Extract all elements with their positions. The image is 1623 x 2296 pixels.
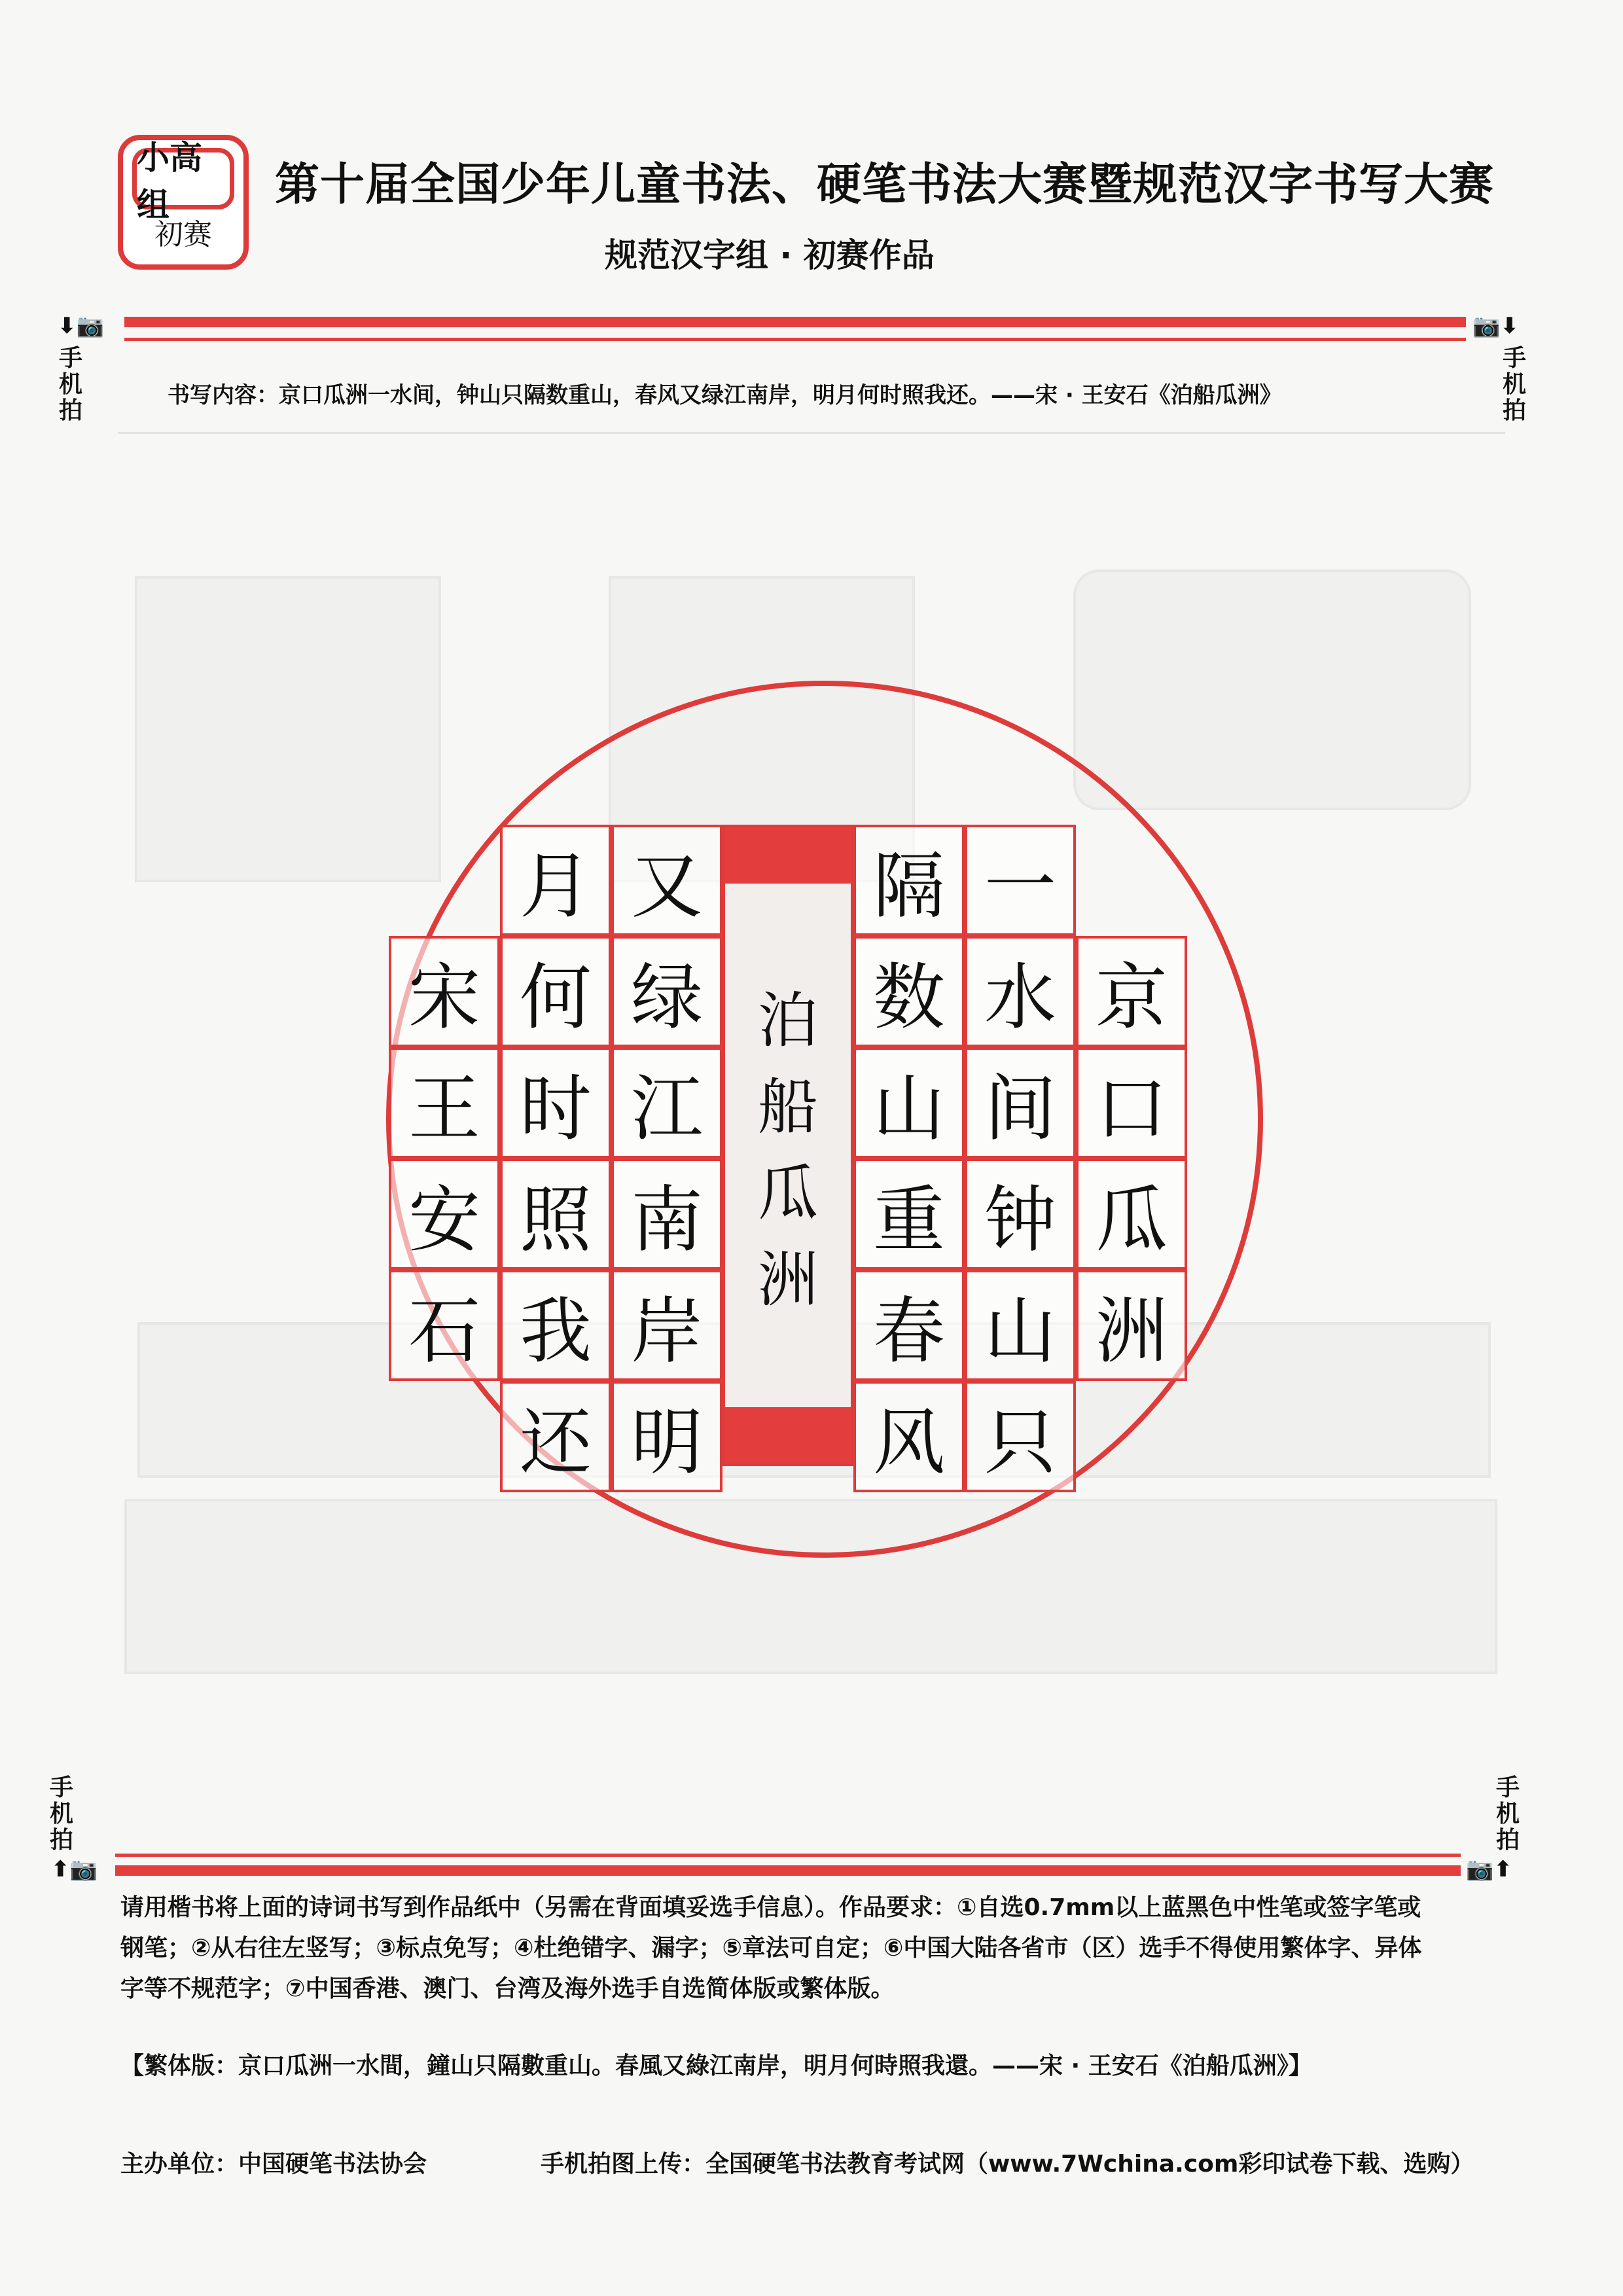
grid-cell: 王 bbox=[389, 1047, 500, 1158]
grid-cell: 山 bbox=[965, 1270, 1076, 1381]
grid-cell: 南 bbox=[611, 1158, 722, 1270]
host-organization: 主办单位：中国硬笔书法协会 bbox=[120, 2151, 427, 2178]
grid-cell: 风 bbox=[853, 1381, 965, 1492]
grid-cell: 月 bbox=[500, 825, 611, 936]
poem-title-char: 洲 bbox=[757, 1245, 818, 1315]
grid-cell: 间 bbox=[965, 1047, 1076, 1158]
side-label-top-right: 手机拍 bbox=[1502, 345, 1526, 424]
grid-cell: 我 bbox=[500, 1270, 611, 1381]
grid-cell: 时 bbox=[500, 1047, 611, 1158]
grid-cell: 重 bbox=[853, 1158, 965, 1270]
grid-cell: 还 bbox=[500, 1381, 611, 1492]
poem-title-char: 瓜 bbox=[757, 1158, 818, 1229]
side-label-top-left: 手机拍 bbox=[58, 345, 82, 424]
page-title: 第十届全国少年儿童书法、硬笔书法大赛暨规范汉字书写大赛 bbox=[275, 158, 1495, 211]
grid-cell: 明 bbox=[611, 1381, 722, 1492]
grid-cell: 照 bbox=[500, 1158, 611, 1270]
bleed-qr-left bbox=[135, 576, 441, 882]
camera-mark-bottom-right: 📷⬆ bbox=[1466, 1856, 1512, 1882]
grid-cell: 京 bbox=[1076, 936, 1187, 1047]
camera-mark-top-left: ⬇📷 bbox=[58, 313, 104, 339]
grid-cell: 岸 bbox=[611, 1270, 722, 1381]
grid-cell: 宋 bbox=[389, 936, 500, 1047]
grid-cell: 春 bbox=[853, 1270, 965, 1381]
grid-cell: 水 bbox=[965, 936, 1076, 1047]
bottom-red-bar-thin bbox=[115, 1854, 1461, 1857]
writing-content: 书写内容：京口瓜洲一水间，钟山只隔数重山，春风又绿江南岸，明月何时照我还。——宋 · 王安石《泊船瓜洲》 bbox=[168, 382, 1282, 408]
strip-top-ornament bbox=[725, 827, 851, 884]
grid-cell: 口 bbox=[1076, 1047, 1187, 1158]
grid-cell: 山 bbox=[853, 1047, 965, 1158]
top-red-bar-thin bbox=[124, 338, 1466, 341]
page-subtitle: 规范汉字组 · 初赛作品 bbox=[605, 236, 935, 274]
grid-cell: 一 bbox=[965, 825, 1076, 936]
bottom-red-bar-thick bbox=[115, 1865, 1461, 1876]
grid-cell: 江 bbox=[611, 1047, 722, 1158]
bleed-line bbox=[118, 432, 1505, 434]
side-label-bottom-left: 手机拍 bbox=[49, 1774, 73, 1854]
center-title-strip bbox=[722, 825, 853, 1466]
grid-cell: 何 bbox=[500, 936, 611, 1047]
grid-cell: 只 bbox=[965, 1381, 1076, 1492]
badge-group-label: 小高组 bbox=[132, 148, 234, 209]
instructions-text: 请用楷书将上面的诗词书写到作品纸中（另需在背面填妥选手信息）。作品要求：①自选0.7mm以上蓝黑色中性笔或签字笔或钢笔；②从右往左竖写；③标点免写；④杜绝错字、漏字；⑤章法可自定；⑥中国大陆各省市（区）选手不得使用繁体字、异体字等不规范字；⑦中国香港、澳门、台湾及海外选手自选简体版或繁体版。 bbox=[120, 1894, 1422, 2002]
grid-cell: 洲 bbox=[1076, 1270, 1187, 1381]
grid-cell: 瓜 bbox=[1076, 1158, 1187, 1270]
poem-title-char: 船 bbox=[757, 1072, 818, 1142]
upload-info: 手机拍图上传：全国硬笔书法教育考试网（www.7Wchina.com彩印试卷下载、选购） bbox=[541, 2151, 1474, 2178]
badge-round-label: 初赛 bbox=[154, 218, 212, 251]
poem-title bbox=[725, 978, 851, 1323]
bleed-card-right bbox=[1073, 569, 1471, 810]
grid-cell: 又 bbox=[611, 825, 722, 936]
poem-title-char: 泊 bbox=[757, 986, 818, 1056]
camera-mark-top-right: 📷⬇ bbox=[1472, 313, 1519, 339]
grid-cell: 绿 bbox=[611, 936, 722, 1047]
traditional-version-text: 【繁体版：京口瓜洲一水間，鐘山只隔數重山。春風又綠江南岸，明月何時照我還。——宋 · 王安石《泊船瓜洲》】 bbox=[120, 2053, 1312, 2079]
group-badge bbox=[118, 135, 249, 270]
camera-mark-bottom-left: ⬆📷 bbox=[51, 1856, 98, 1882]
grid-cell: 隔 bbox=[853, 825, 965, 936]
grid-cell: 安 bbox=[389, 1158, 500, 1270]
grid-cell: 钟 bbox=[965, 1158, 1076, 1270]
side-label-bottom-right: 手机拍 bbox=[1495, 1774, 1520, 1854]
top-red-bar-thick bbox=[124, 317, 1466, 327]
grid-cell: 石 bbox=[389, 1270, 500, 1381]
strip-bottom-ornament bbox=[725, 1407, 851, 1463]
grid-cell: 数 bbox=[853, 936, 965, 1047]
